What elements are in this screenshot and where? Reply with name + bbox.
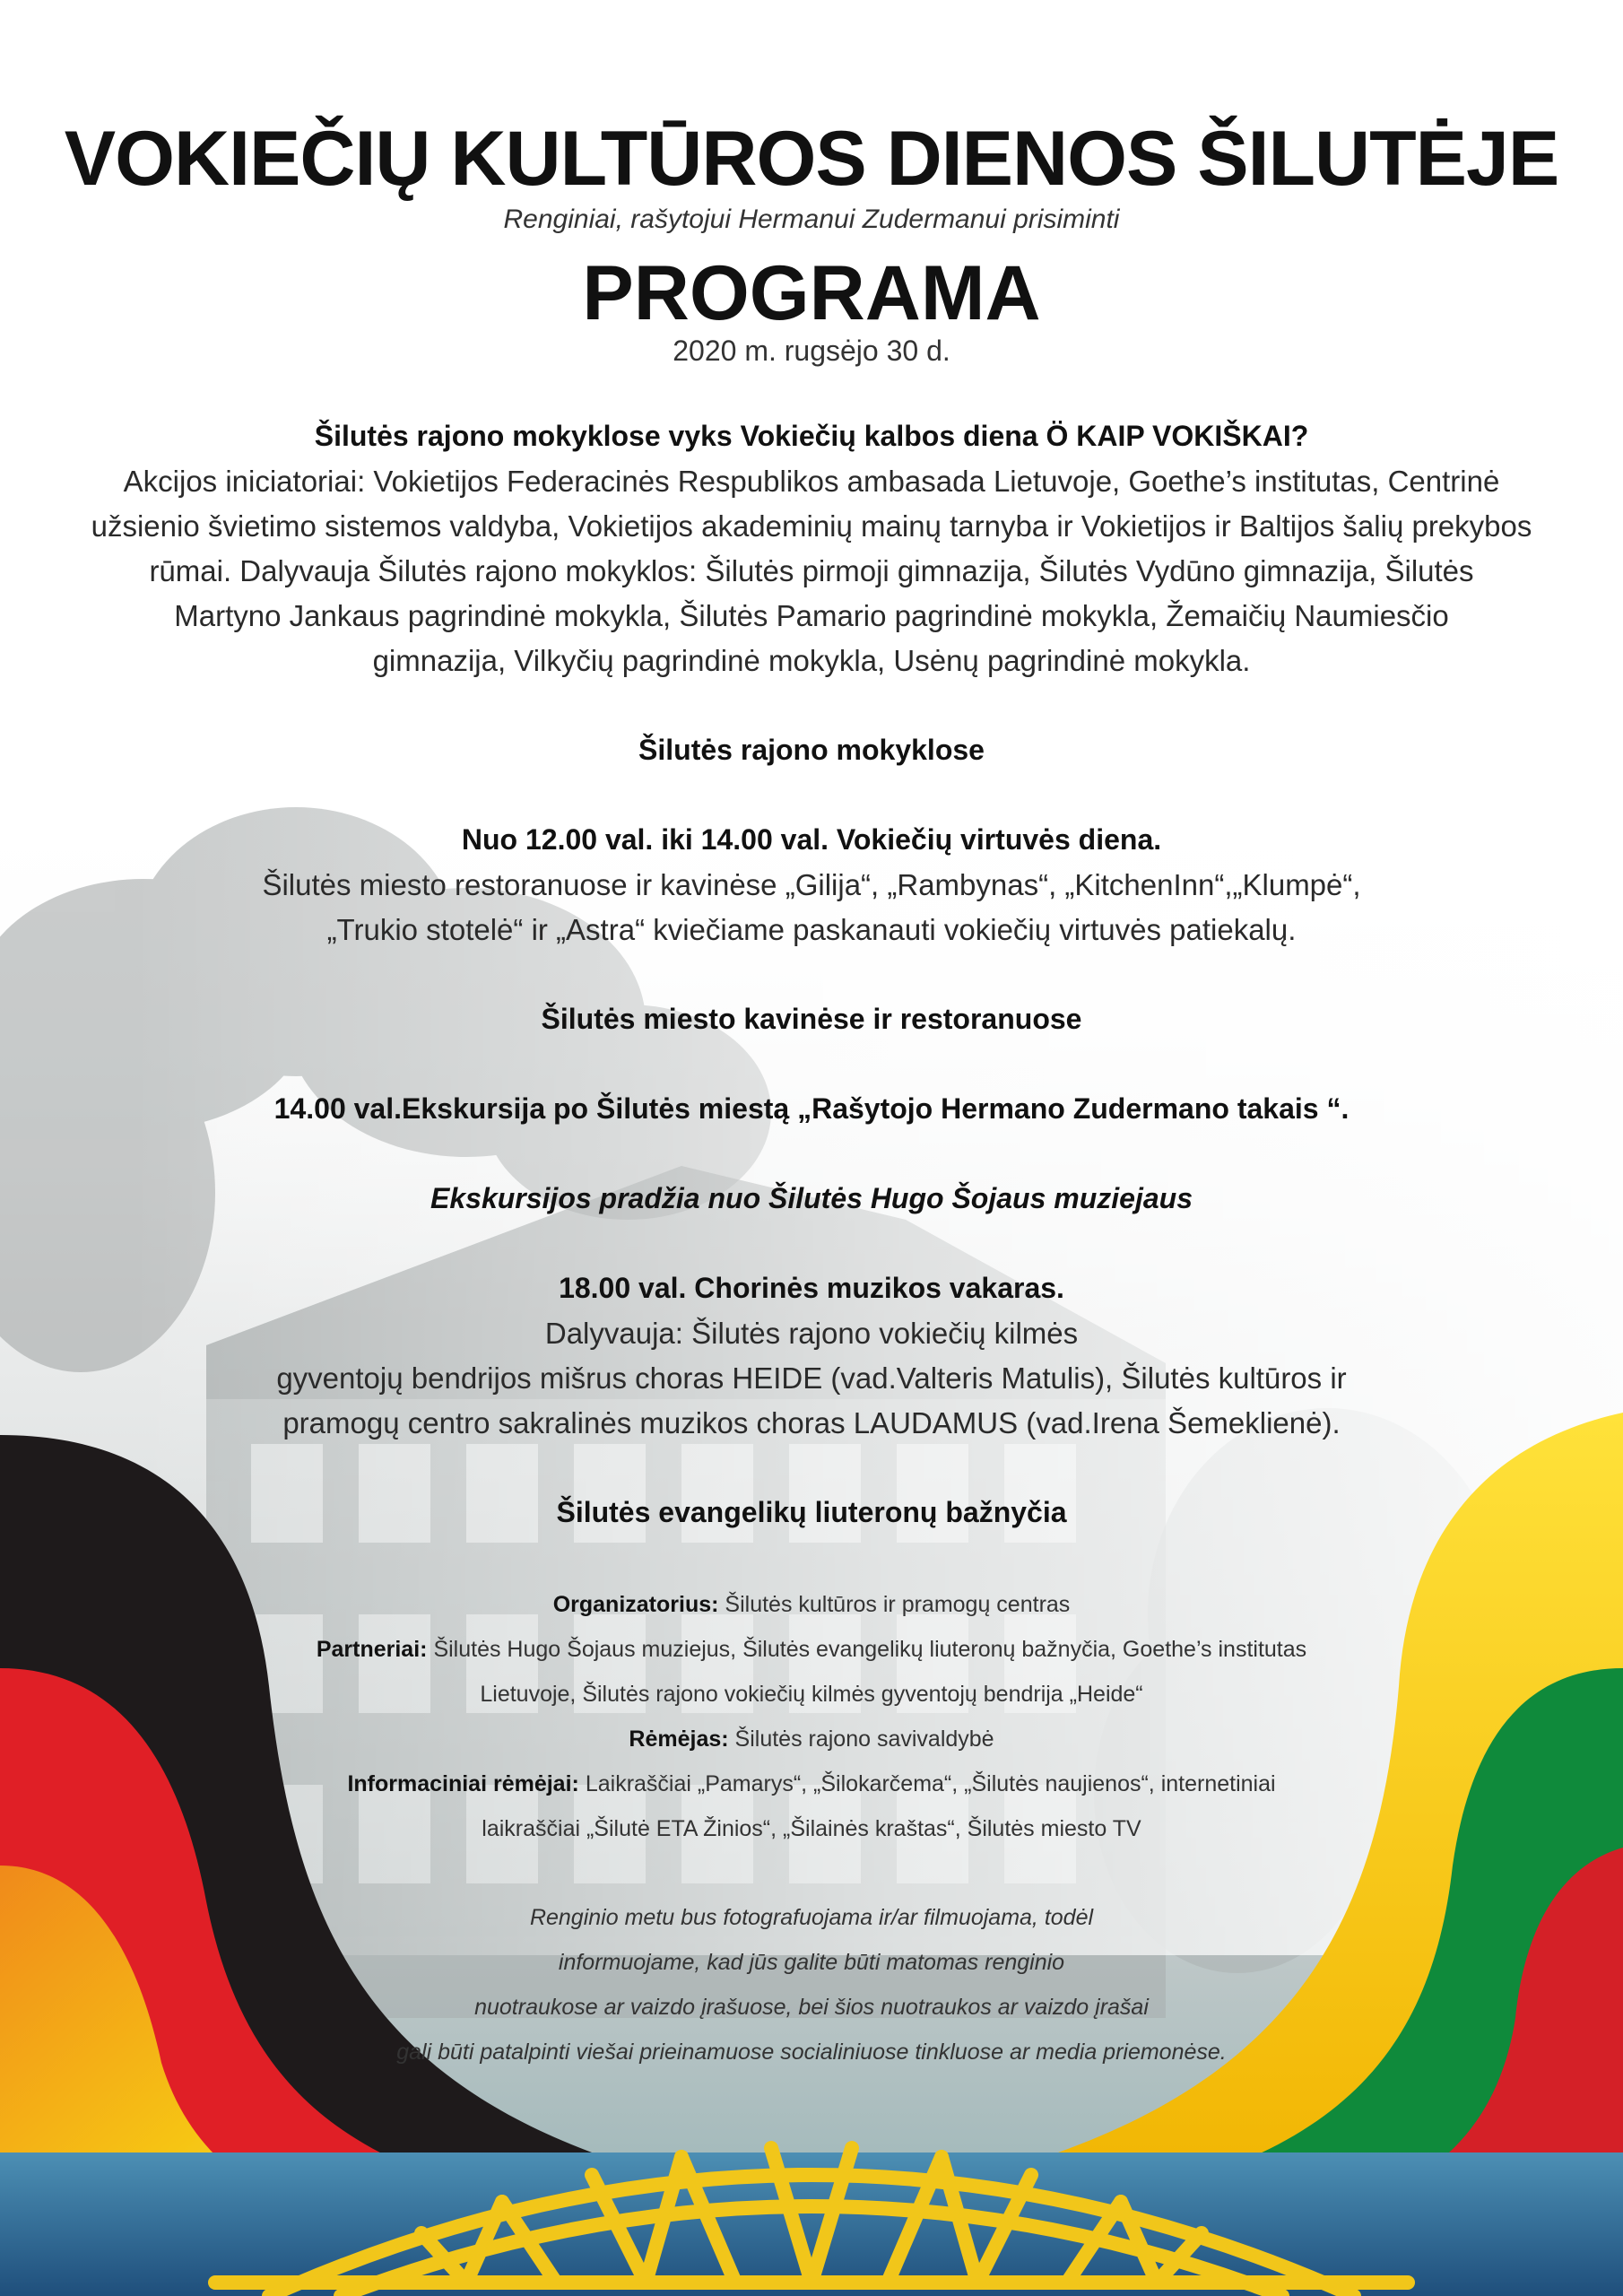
credits-value: Laikraščiai „Pamarys“, „Šilokarčema“, „Šilutės naujienos“, internetiniai xyxy=(585,1771,1276,1796)
event-text-line: Martyno Jankaus pagrindinė mokykla, Šilutės Pamario pagrindinė mokykla, Žemaičių Naumiesčio xyxy=(174,599,1449,632)
credits-value: Šilutės rajono savivaldybė xyxy=(734,1726,994,1752)
event-text-line: pramogų centro sakralinės muzikos choras LAUDAMUS (vad.Irena Šemeklienė). xyxy=(282,1406,1341,1439)
event-text-line: Šilutės miesto restoranuose ir kavinėse „Gilija“, „Rambynas“, „KitchenInn“,„Klumpė“, xyxy=(262,868,1361,901)
event-location: Šilutės evangelikų liuteronų bažnyčia xyxy=(556,1496,1067,1528)
credits-value: Šilutės kultūros ir pramogų centras xyxy=(725,1592,1071,1617)
credits-label: Partneriai: xyxy=(316,1637,428,1662)
page-subtitle: Renginiai, rašytojui Hermanui Zudermanui prisiminti xyxy=(503,204,1120,234)
event-heading-excursion: 14.00 val.Ekskursija po Šilutės miestą „Rašytojo Hermano Zudermano takais “. xyxy=(273,1092,1350,1125)
event-text-line: Dalyvauja: Šilutės rajono vokiečių kilmės xyxy=(544,1317,1079,1350)
event-text-line: Akcijos iniciatoriai: Vokietijos Federacinės Respublikos ambasada Lietuvoje, Goethe’s institutas, Centrinė xyxy=(123,465,1500,498)
credits-organizer xyxy=(0,1592,1623,1618)
event-text-line: rūmai. Dalyvauja Šilutės rajono mokyklos: Šilutės pirmoji gimnazija, Šilutės Vydūno gimnazija, Šilutės xyxy=(149,554,1474,587)
event-date: 2020 m. rugsėjo 30 d. xyxy=(673,335,950,367)
event-text-line: užsienio švietimo sistemos valdyba, Vokietijos akademinių mainų tarnyba ir Vokietijos ir Baltijos šalių prekybos xyxy=(91,509,1532,543)
event-heading-choir-evening: 18.00 val. Chorinės muzikos vakaras. xyxy=(559,1272,1064,1304)
page-title: VOKIEČIŲ KULTŪROS DIENOS ŠILUTĖJE xyxy=(64,116,1559,202)
event-heading-language-day: Šilutės rajono mokyklose vyks Vokiečių kalbos diena Ö KAIP VOKIŠKAI? xyxy=(314,420,1309,452)
photo-notice-line: nuotraukose ar vaizdo įrašuose, bei šios nuotraukos ar vaizdo įrašai xyxy=(474,1995,1149,2020)
event-location: Šilutės miesto kavinėse ir restoranuose xyxy=(541,1003,1082,1035)
credits-value: Šilutės Hugo Šojaus muziejus, Šilutės evangelikų liuteronų bažnyčia, Goethe’s institutas xyxy=(433,1637,1307,1662)
credits-partners-cont: Lietuvoje, Šilutės rajono vokiečių kilmės gyventojų bendrija „Heide“ xyxy=(480,1682,1143,1707)
event-location: Šilutės rajono mokyklose xyxy=(638,734,985,766)
event-text-line: gyventojų bendrijos mišrus choras HEIDE (vad.Valteris Matulis), Šilutės kultūros ir xyxy=(276,1361,1347,1395)
credits-media-cont: laikraščiai „Šilutė ETA Žinios“, „Šilainės kraštas“, Šilutės miesto TV xyxy=(482,1816,1141,1841)
credits-media xyxy=(0,1771,1623,1797)
credits-label: Informaciniai rėmėjai: xyxy=(347,1771,579,1796)
event-text-line: gimnazija, Vilkyčių pagrindinė mokykla, Usėnų pagrindinė mokykla. xyxy=(372,644,1251,677)
credits-sponsor xyxy=(0,1726,1623,1752)
photo-notice-line: gali būti patalpinti viešai prieinamuose socialiniuose tinkluose ar media priemonėse. xyxy=(396,2039,1227,2065)
credits-partners xyxy=(0,1637,1623,1663)
event-heading-cuisine-day: Nuo 12.00 val. iki 14.00 val. Vokiečių virtuvės diena. xyxy=(461,823,1162,856)
event-location: Ekskursijos pradžia nuo Šilutės Hugo Šojaus muziejaus xyxy=(430,1182,1193,1214)
credits-label: Rėmėjas: xyxy=(629,1726,729,1752)
credits-label: Organizatorius: xyxy=(552,1592,719,1617)
event-text-line: „Trukio stotelė“ ir „Astra“ kviečiame paskanauti vokiečių virtuvės patiekalų. xyxy=(326,913,1297,946)
photo-notice-line: Renginio metu bus fotografuojama ir/ar filmuojama, todėl xyxy=(529,1905,1094,1930)
programa-heading: PROGRAMA xyxy=(582,250,1041,336)
photo-notice-line: informuojame, kad jūs galite būti matomas renginio xyxy=(558,1950,1065,1975)
